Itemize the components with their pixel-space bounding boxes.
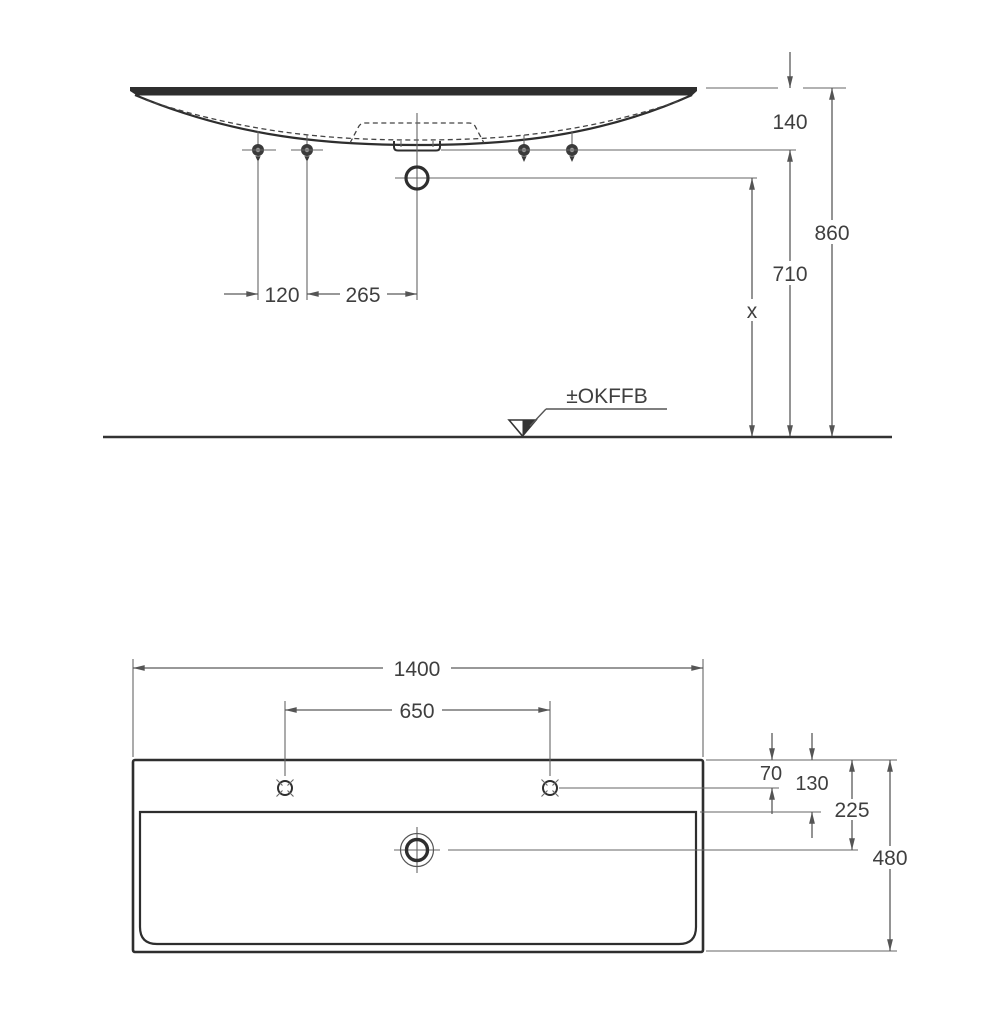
floor-level-reference: [509, 385, 667, 436]
dim-label-265: 265: [345, 284, 381, 307]
level-symbol-diagonal: [530, 409, 546, 426]
dim-label-650: 650: [399, 700, 435, 723]
dimension-x: [741, 178, 763, 437]
basin-inner-surface-hidden-line: [146, 100, 682, 140]
dim-label-120: 120: [264, 284, 300, 307]
fixing-bolt-1: [252, 131, 264, 162]
dimension-225: [829, 760, 875, 850]
dim-label-710: 710: [772, 263, 808, 286]
dimension-480: [867, 760, 914, 951]
dim-label-225: 225: [834, 799, 870, 822]
front-elevation-view: [130, 87, 796, 300]
floor-reference-label: ±OKFFB: [566, 385, 648, 408]
dim-label-70: 70: [759, 763, 783, 785]
dim-label-140: 140: [772, 111, 808, 134]
fixing-bolt-4: [566, 131, 578, 162]
basin-outer-outline: [133, 760, 703, 952]
dimension-710: [768, 150, 812, 437]
dim-label-1400: 1400: [393, 658, 441, 681]
dim-label-480: 480: [872, 847, 908, 870]
front-view-dimensions: [103, 52, 892, 437]
basin-rim-profile: [130, 87, 697, 96]
basin-underside-curve: [135, 95, 692, 145]
tap-hole-right: [542, 780, 559, 797]
plan-view: [133, 760, 703, 952]
dimension-120-265: [224, 160, 417, 307]
dim-label-130: 130: [795, 773, 829, 795]
dimension-130: [795, 733, 828, 838]
dim-label-x: x: [746, 300, 758, 323]
tap-hole-left: [277, 780, 294, 797]
dim-label-860: 860: [814, 222, 850, 245]
dimension-70: [760, 733, 782, 814]
dimension-860: [808, 88, 856, 437]
dimension-140: [772, 52, 807, 134]
